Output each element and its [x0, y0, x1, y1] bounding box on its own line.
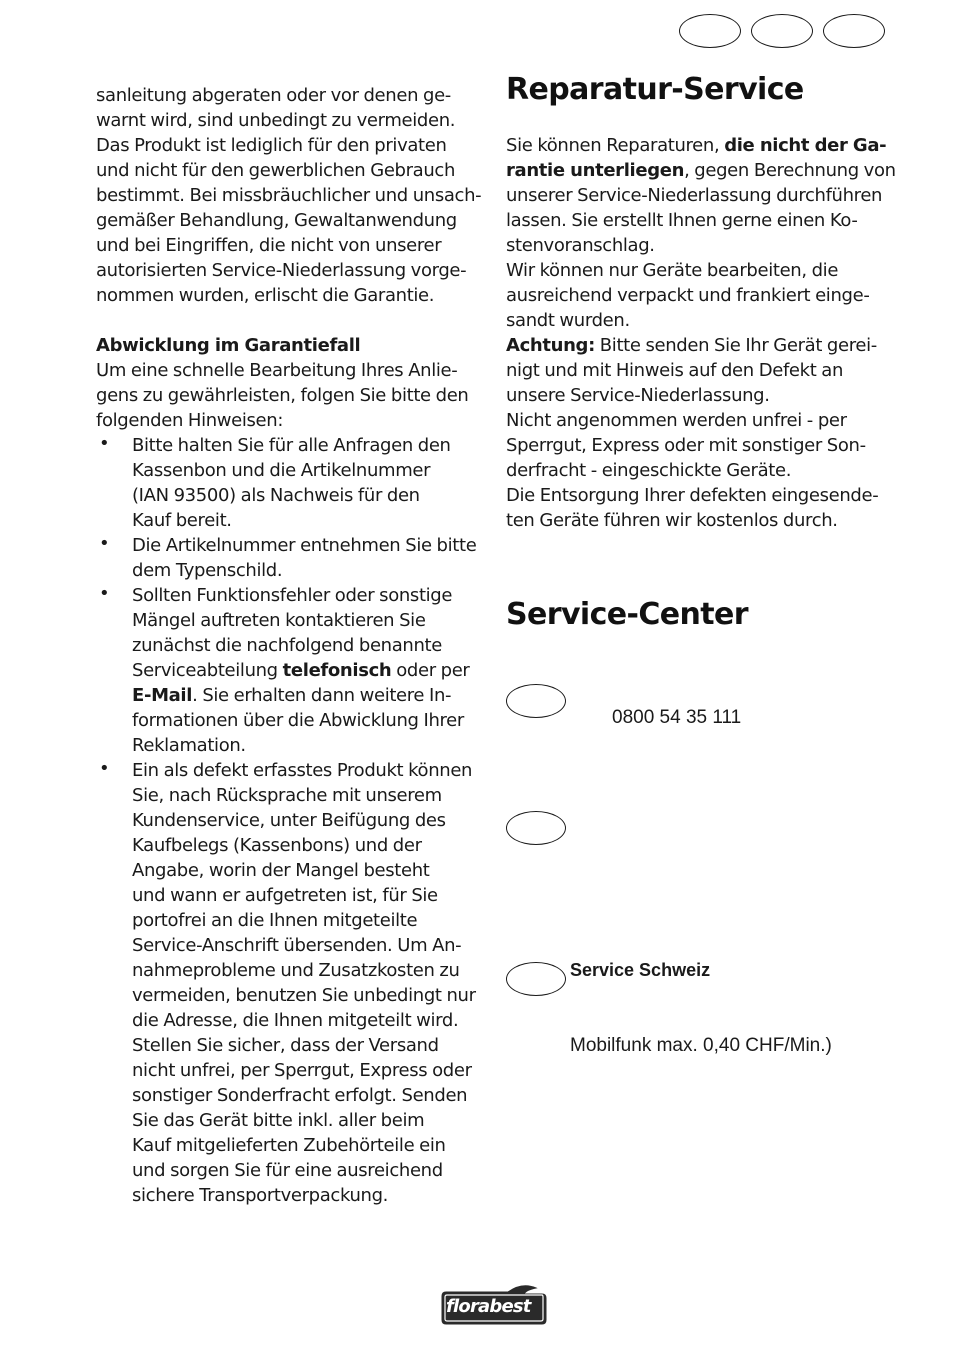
bullet-icon: •: [99, 433, 110, 454]
country-oval-1: [679, 14, 741, 48]
country-oval-service-2: [506, 811, 566, 845]
mobile-rate-note: Mobilfunk max. 0,40 CHF/Min.): [570, 1035, 832, 1056]
text-line: portofrei an die Ihnen mitgeteilte: [132, 910, 418, 931]
text-line: Nicht angenommen werden unfrei - per: [506, 410, 847, 431]
text-line: formationen über die Abwicklung Ihrer: [132, 710, 464, 731]
text-line: ausreichend verpackt und frankiert einge-: [506, 285, 870, 306]
text-line: nicht unfrei, per Sperrgut, Express oder: [132, 1060, 472, 1081]
repair-paragraph: [506, 133, 896, 533]
text-line: Das Produkt ist lediglich für den privaten: [96, 135, 447, 156]
text-line: Kauf mitgelieferten Zubehörteile ein: [132, 1135, 446, 1156]
text-line: Die Entsorgung Ihrer defekten eingesende-: [506, 485, 879, 506]
text-line: die Adresse, die Ihnen mitgeteilt wird.: [132, 1010, 459, 1031]
bold-text: die nicht der Ga-: [724, 135, 887, 156]
list-item: [96, 533, 488, 583]
country-oval-2: [751, 14, 813, 48]
text-line: Bitte halten Sie für alle Anfragen den: [132, 435, 451, 456]
bullet-icon: •: [99, 758, 110, 779]
warranty-bullet-list: [96, 433, 488, 1208]
text-line: Angabe, worin der Mangel besteht: [132, 860, 430, 881]
text-line: und bei Eingriffen, die nicht von unserer: [96, 235, 442, 256]
list-item: [96, 758, 488, 1208]
text-line: (IAN 93500) als Nachweis für den: [132, 485, 420, 506]
text-line: folgenden Hinweisen:: [96, 410, 284, 431]
bullet-icon: •: [99, 533, 110, 554]
text-line: zunächst die nachfolgend benannte: [132, 635, 442, 656]
text-line: nahmeprobleme und Zusatzkosten zu: [132, 960, 460, 981]
text-line: Service-Anschrift übersenden. Um An-: [132, 935, 462, 956]
bold-text: Achtung:: [506, 335, 595, 356]
text-run: , gegen Berechnung von: [684, 160, 896, 181]
bold-text: rantie unterliegen: [506, 160, 685, 181]
text-line: vermeiden, benutzen Sie unbedingt nur: [132, 985, 476, 1006]
text-line: Stellen Sie sicher, dass der Versand: [132, 1035, 439, 1056]
text-run: Bitte senden Sie Ihr Gerät gerei-: [594, 335, 877, 356]
text-line: Wir können nur Geräte bearbeiten, die: [506, 260, 839, 281]
text-line: und wann er aufgetreten ist, für Sie: [132, 885, 438, 906]
text-line: Sollten Funktionsfehler oder sonstige: [132, 585, 453, 606]
country-oval-3: [823, 14, 885, 48]
florabest-logo: [438, 1284, 550, 1328]
text-line: [132, 658, 488, 683]
text-line: Sie, nach Rücksprache mit unserem: [132, 785, 442, 806]
text-line: Sie das Gerät bitte inkl. aller beim: [132, 1110, 425, 1131]
text-line: Kassenbon und die Artikelnummer: [132, 460, 431, 481]
text-run: . Sie erhalten dann weitere In-: [192, 685, 452, 706]
text-line: nommen wurden, erlischt die Garantie.: [96, 285, 435, 306]
text-line: unserer Service-Niederlassung durchführen: [506, 185, 883, 206]
text-line: Kundenservice, unter Beifügung des: [132, 810, 446, 831]
text-line: sonstiger Sonderfracht erfolgt. Senden: [132, 1085, 468, 1106]
text-line: lassen. Sie erstellt Ihnen gerne einen Ko-: [506, 210, 858, 231]
text-line: bestimmt. Bei missbräuchlicher und unsach-: [96, 185, 482, 206]
text-line: ten Geräte führen wir kostenlos durch.: [506, 510, 838, 531]
text-line: Kauf bereit.: [132, 510, 232, 531]
warranty-subheading: Abwicklung im Garantiefall: [96, 335, 361, 356]
bullet-icon: •: [99, 583, 110, 604]
service-center-heading: Service-Center: [506, 597, 748, 632]
list-item: [96, 433, 488, 533]
text-line: Mängel auftreten kontaktieren Sie: [132, 610, 426, 631]
text-line: Die Artikelnummer entnehmen Sie bitte: [132, 535, 477, 556]
text-line: gemäßer Behandlung, Gewaltanwendung: [96, 210, 457, 231]
text-line: sichere Transportverpackung.: [132, 1185, 389, 1206]
country-oval-service-1: [506, 684, 566, 718]
service-schweiz-label: Service Schweiz: [570, 960, 711, 980]
phone-number: 0800 54 35 111: [612, 707, 742, 728]
text-line: derfracht - eingeschickte Geräte.: [506, 460, 792, 481]
text-line: autorisierten Service-Niederlassung vorge-: [96, 260, 467, 281]
list-item: [96, 583, 488, 758]
text-line: sanleitung abgeraten oder vor denen ge-: [96, 85, 451, 106]
text-line: nigt und mit Hinweis auf den Defekt an: [506, 360, 844, 381]
text-line: Um eine schnelle Bearbeitung Ihres Anlie-: [96, 360, 458, 381]
warranty-paragraph: [96, 358, 488, 433]
logo-text: florabest: [446, 1296, 531, 1317]
text-run: Serviceabteilung: [132, 660, 283, 681]
text-line: gens zu gewährleisten, folgen Sie bitte den: [96, 385, 469, 406]
left-column: [96, 83, 488, 1208]
text-line: dem Typenschild.: [132, 560, 283, 581]
text-line: und sorgen Sie für eine ausreichend: [132, 1160, 443, 1181]
text-line: Sperrgut, Express oder mit sonstiger Son-: [506, 435, 866, 456]
text-line: stenvoranschlag.: [506, 235, 655, 256]
text-line: [506, 133, 896, 158]
text-run: oder per: [391, 660, 470, 681]
intro-paragraph: [96, 83, 488, 308]
text-line: Kaufbelegs (Kassenbons) und der: [132, 835, 422, 856]
text-line: sandt wurden.: [506, 310, 630, 331]
text-line: Ein als defekt erfasstes Produkt können: [132, 760, 473, 781]
text-line: [132, 683, 488, 708]
text-line: und nicht für den gewerblichen Gebrauch: [96, 160, 456, 181]
text-line: warnt wird, sind unbedingt zu vermeiden.: [96, 110, 456, 131]
bold-text: telefonisch: [282, 660, 392, 681]
text-line: unsere Service-Niederlassung.: [506, 385, 770, 406]
bold-text: E-Mail: [132, 685, 193, 706]
repair-service-heading: Reparatur-Service: [506, 72, 804, 107]
text-run: Sie können Reparaturen,: [506, 135, 725, 156]
country-oval-service-3: [506, 962, 566, 996]
text-line: [506, 333, 896, 358]
text-line: [506, 158, 896, 183]
text-line: Reklamation.: [132, 735, 246, 756]
